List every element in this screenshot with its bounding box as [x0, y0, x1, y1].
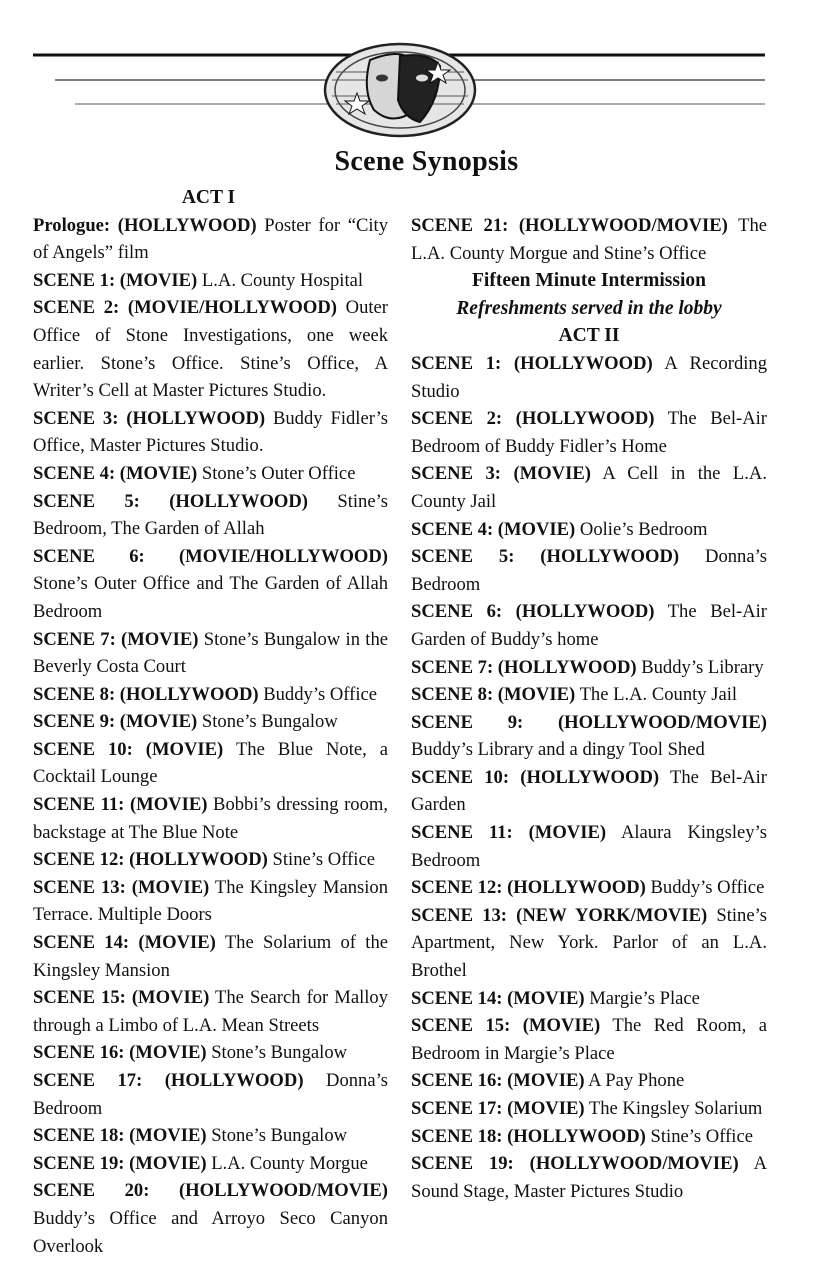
scene-description: Donna’s Bedroom: [33, 1070, 388, 1119]
scene-heading: SCENE 4: (MOVIE): [33, 462, 198, 484]
scene-description: Margie’s Place: [589, 987, 700, 1009]
scene-description: Buddy Fidler’s Office, Master Pictures Studio.: [33, 407, 388, 457]
scene-heading: SCENE 3: (MOVIE): [411, 463, 591, 485]
scene-entry: [33, 984, 388, 1039]
scene-entry: [411, 1012, 767, 1067]
scene-heading: SCENE 12: (HOLLYWOOD): [411, 877, 646, 899]
scene-entry: [411, 516, 767, 544]
scene-description: The Kingsley Solarium: [588, 1098, 763, 1119]
scene-description: Buddy’s Office: [650, 877, 765, 899]
scene-heading: SCENE 20: (HOLLYWOOD/MOVIE): [33, 1180, 388, 1202]
scene-description: The Blue Note, a Cocktail Lounge: [33, 738, 389, 788]
scene-heading: Prologue: (HOLLYWOOD): [33, 214, 257, 236]
scene-description: Stone’s Outer Office: [201, 462, 356, 484]
scene-entry: [33, 267, 388, 295]
scene-description: Buddy’s Library and a dingy Tool Shed: [411, 739, 705, 761]
scene-heading: SCENE 17: (HOLLYWOOD): [33, 1070, 304, 1091]
scene-description: Outer Office of Stone Investigations, one week earlier. Stone’s Office. Stine’s Office, A Writer’s Cell at Master Pictures Studio.: [33, 297, 388, 402]
theater-masks-emblem-icon: [325, 44, 475, 136]
scene-description: The L.A. County Morgue and Stine’s Office: [411, 215, 768, 264]
scene-heading: SCENE 13: (NEW YORK/MOVIE): [411, 904, 708, 926]
scene-heading: SCENE 2: (HOLLYWOOD): [411, 408, 655, 430]
scene-description: Donna’s Bedroom: [411, 546, 767, 595]
scene-description: The Solarium of the Kingsley Mansion: [33, 932, 389, 981]
scene-entry: [33, 1177, 388, 1260]
scene-entry: [33, 626, 388, 681]
scene-heading: SCENE 5: (HOLLYWOOD): [411, 546, 680, 568]
scene-description: Poster for “City of Angels” film: [33, 214, 389, 264]
scene-entry: [411, 1150, 767, 1205]
scene-entry: [411, 598, 767, 653]
scene-description: Oolie’s Bedroom: [579, 518, 708, 540]
scene-description: The Bel-Air Bedroom of Buddy Fidler’s Home: [411, 408, 767, 457]
scene-heading: SCENE 9: (MOVIE): [33, 711, 198, 733]
scene-heading: SCENE 14: (MOVIE): [33, 932, 216, 954]
scene-description: The Kingsley Mansion Terrace. Multiple Doors: [33, 876, 388, 926]
scene-entry: [33, 1067, 388, 1122]
scene-description: A Cell in the L.A. County Jail: [411, 463, 768, 512]
scene-description: Buddy’s Library: [641, 656, 764, 678]
scene-entry: [411, 405, 767, 460]
scene-entry: [33, 791, 388, 846]
scene-heading: SCENE 13: (MOVIE): [33, 876, 210, 898]
scene-entry: [33, 212, 388, 267]
scene-heading: SCENE 8: (HOLLYWOOD): [33, 683, 259, 705]
scene-description: A Recording Studio: [411, 352, 767, 402]
scene-heading: SCENE 18: (HOLLYWOOD): [411, 1125, 646, 1147]
scene-description: L.A. County Morgue: [211, 1152, 368, 1174]
scene-entry: [411, 709, 767, 764]
scene-description: The Bel-Air Garden: [411, 766, 767, 816]
scene-description: The L.A. County Jail: [579, 684, 738, 706]
right-column: [411, 212, 767, 1205]
act-one-heading: ACT I: [181, 187, 236, 208]
scene-entry: [411, 764, 767, 819]
left-column: [33, 184, 388, 1260]
scene-heading: SCENE 6: (HOLLYWOOD): [411, 601, 655, 623]
scene-description: Bobbi’s dressing room, backstage at The Blue Note: [33, 794, 388, 843]
scene-heading: SCENE 16: (MOVIE): [411, 1070, 585, 1092]
scene-entry: [33, 1122, 388, 1150]
scene-entry: [411, 460, 767, 515]
scene-heading: SCENE 19: (MOVIE): [33, 1152, 207, 1174]
scene-heading: SCENE 10: (MOVIE): [33, 738, 224, 760]
scene-entry: [411, 1095, 767, 1123]
page-title: Scene Synopsis: [334, 146, 519, 177]
scene-entry: [411, 543, 767, 598]
scene-entry: [33, 294, 388, 404]
scene-heading: SCENE 10: (HOLLYWOOD): [411, 766, 660, 788]
scene-entry: [411, 874, 767, 902]
scene-heading: SCENE 7: (MOVIE): [33, 628, 199, 650]
scene-description: Buddy’s Office: [263, 683, 378, 705]
scene-heading: SCENE 8: (MOVIE): [411, 684, 576, 706]
scene-heading: SCENE 5: (HOLLYWOOD): [33, 490, 308, 512]
scene-description: Stine’s Apartment, New York. Parlor of an L.A. Brothel: [411, 904, 767, 982]
act-two-heading: ACT II: [558, 325, 620, 347]
scene-heading: SCENE 11: (MOVIE): [411, 822, 607, 844]
scene-description: L.A. County Hospital: [201, 269, 364, 291]
scene-heading: SCENE 6: (MOVIE/HOLLYWOOD): [33, 545, 388, 567]
scene-entry: [33, 681, 388, 709]
scene-entry: [411, 1123, 767, 1151]
scene-heading: SCENE 11: (MOVIE): [33, 794, 208, 816]
scene-heading: SCENE 19: (HOLLYWOOD/MOVIE): [411, 1153, 739, 1175]
page-header-ornament: [0, 0, 825, 150]
scene-entry: [33, 1039, 388, 1067]
act-one-scene-list: [33, 212, 388, 1261]
intermission-notice: Fifteen Minute Intermission: [472, 270, 706, 292]
scene-entry: [33, 929, 388, 984]
scene-heading: SCENE 2: (MOVIE/HOLLYWOOD): [33, 297, 337, 319]
scene-entry: [33, 708, 388, 736]
scene-description: The Bel-Air Garden of Buddy’s home: [411, 601, 767, 650]
scene-entry: [33, 1150, 388, 1178]
scene-heading: SCENE 1: (HOLLYWOOD): [411, 352, 653, 374]
scene-entry: [33, 543, 388, 626]
scene-entry: [411, 212, 767, 267]
header-rules: [0, 0, 825, 150]
scene-entry: [411, 902, 767, 985]
scene-entry: [33, 874, 388, 929]
refreshments-notice: Refreshments served in the lobby: [456, 297, 722, 319]
scene-description: A Sound Stage, Master Pictures Studio: [411, 1153, 768, 1202]
scene-entry: [33, 736, 388, 791]
scene-heading: SCENE 15: (MOVIE): [33, 987, 210, 1009]
scene-entry: [33, 405, 388, 460]
scene-entry: [411, 681, 767, 709]
scene-description: Buddy’s Office and Arroyo Seco Canyon Overlook: [33, 1207, 388, 1257]
scene-entry: [411, 1067, 767, 1095]
scene-description: Stine’s Office: [650, 1125, 753, 1147]
scene-heading: SCENE 21: (HOLLYWOOD/MOVIE): [411, 215, 728, 236]
scene-heading: SCENE 16: (MOVIE): [33, 1042, 207, 1064]
scene-description: Stone’s Bungalow: [211, 1042, 348, 1064]
scene-entry: [33, 488, 388, 543]
scene-description: Alaura Kingsley’s Bedroom: [411, 822, 767, 871]
scene-heading: SCENE 18: (MOVIE): [33, 1125, 207, 1147]
scene-heading: SCENE 9: (HOLLYWOOD/MOVIE): [411, 711, 767, 733]
scene-description: Stone’s Bungalow: [201, 711, 338, 733]
scene-description: The Search for Malloy through a Limbo of L.A. Mean Streets: [33, 987, 388, 1036]
scene-description: Stine’s Bedroom, The Garden of Allah: [33, 490, 388, 540]
scene-heading: SCENE 7: (HOLLYWOOD): [411, 656, 637, 678]
scene-entry: [33, 460, 388, 488]
scene-heading: SCENE 12: (HOLLYWOOD): [33, 849, 268, 871]
scene-description: Stone’s Bungalow in the Beverly Costa Court: [33, 628, 388, 678]
scene-description: Stone’s Outer Office and The Garden of Allah Bedroom: [33, 573, 388, 622]
scene-entry: [411, 985, 767, 1013]
scene-entry: [411, 350, 767, 405]
scene-entry: [411, 654, 767, 682]
scene-heading: SCENE 3: (HOLLYWOOD): [33, 407, 266, 429]
scene-heading: SCENE 4: (MOVIE): [411, 518, 576, 540]
scene-entry: [33, 846, 388, 874]
scene-heading: SCENE 1: (MOVIE): [33, 269, 198, 291]
scene-description: The Red Room, a Bedroom in Margie’s Place: [411, 1015, 767, 1064]
scene-description: Stone’s Bungalow: [211, 1125, 348, 1147]
scene-entry: [411, 819, 767, 874]
act-two-scene-list: [411, 350, 767, 1205]
scene-heading: SCENE 15: (MOVIE): [411, 1015, 601, 1037]
scene-heading: SCENE 17: (MOVIE): [411, 1098, 585, 1119]
scene-heading: SCENE 14: (MOVIE): [411, 987, 585, 1009]
scene-description: A Pay Phone: [588, 1070, 685, 1092]
scene-description: Stine’s Office: [272, 849, 375, 871]
